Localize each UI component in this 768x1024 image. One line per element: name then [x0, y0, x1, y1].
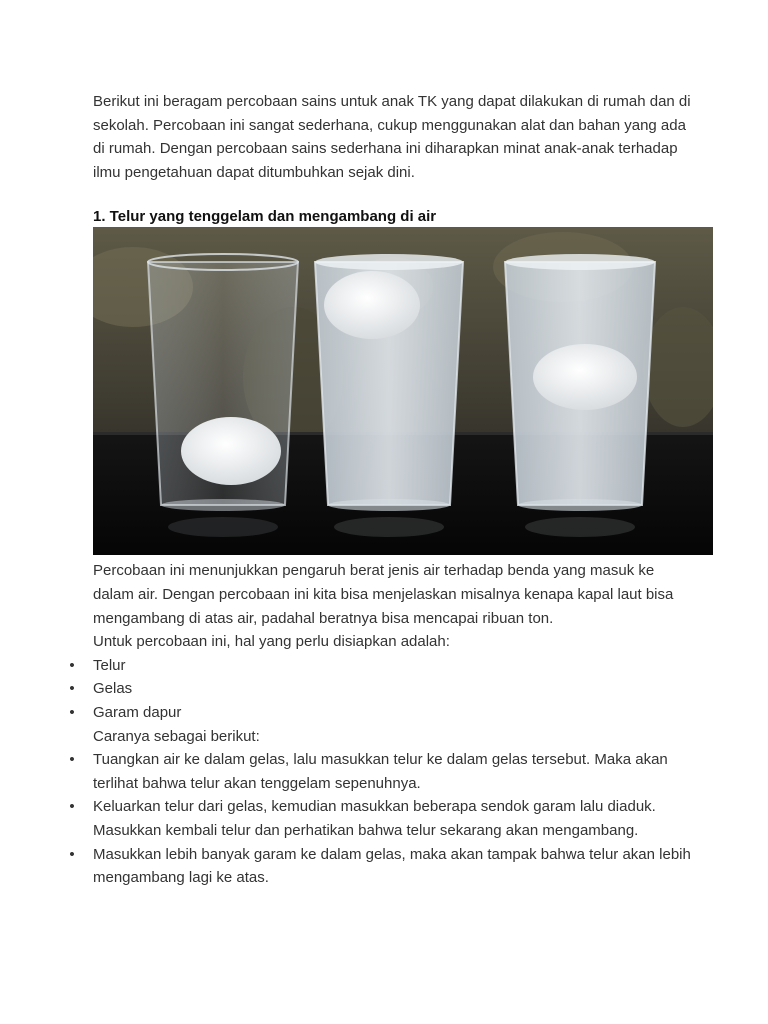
steps-intro: Caranya sebagai berikut: — [93, 727, 260, 745]
materials-list — [69, 654, 693, 725]
materials-intro: Untuk percobaan ini, hal yang perlu disiapkan adalah: — [93, 633, 450, 651]
intro-paragraph: Berikut ini beragam percobaan sains untuk anak TK yang dapat dilakukan di rumah dan di sekolah. Percobaan ini sangat sederhana, cukup menggunakan alat dan bahan yang ada di rumah. Dengan percobaan sains sederhana ini diharapkan minat anak-anak terhadap ilmu pengetahuan dapat ditumbuhkan sejak dini. — [93, 93, 691, 181]
list-item: • Gelas — [93, 677, 693, 701]
document-page — [69, 90, 693, 890]
list-item: • Masukkan lebih banyak garam ke dalam gelas, maka akan tampak bahwa telur akan lebih mengambang lagi ke atas. — [93, 843, 693, 890]
section-heading: 1. Telur yang tenggelam dan mengambang di air — [93, 208, 437, 226]
bullet-icon: • — [69, 680, 75, 698]
list-item: • Tuangkan air ke dalam gelas, lalu masukkan telur ke dalam gelas tersebut. Maka akan terlihat bahwa telur akan tenggelam sepenuhnya. — [93, 748, 693, 795]
bullet-icon: • — [69, 751, 75, 769]
bullet-icon: • — [69, 656, 75, 674]
description-paragraph: Percobaan ini menunjukkan pengaruh berat jenis air terhadap benda yang masuk ke dalam air. Dengan percobaan ini kita bisa menjelaskan misalnya kenapa kapal laut bisa mengambang di atas air, padahal beratnya bisa mencapai ribuan ton. — [93, 562, 674, 627]
list-item: • Telur — [93, 654, 693, 678]
bullet-icon: • — [69, 703, 75, 721]
list-item: • Garam dapur — [93, 701, 693, 725]
egg-experiment-photo — [93, 227, 713, 555]
bullet-icon: • — [69, 845, 75, 863]
list-item: • Keluarkan telur dari gelas, kemudian masukkan beberapa sendok garam lalu diaduk. Masukkan kembali telur dan perhatikan bahwa telur sekarang akan mengambang. — [93, 795, 693, 842]
bullet-icon: • — [69, 798, 75, 816]
steps-list — [69, 748, 693, 890]
